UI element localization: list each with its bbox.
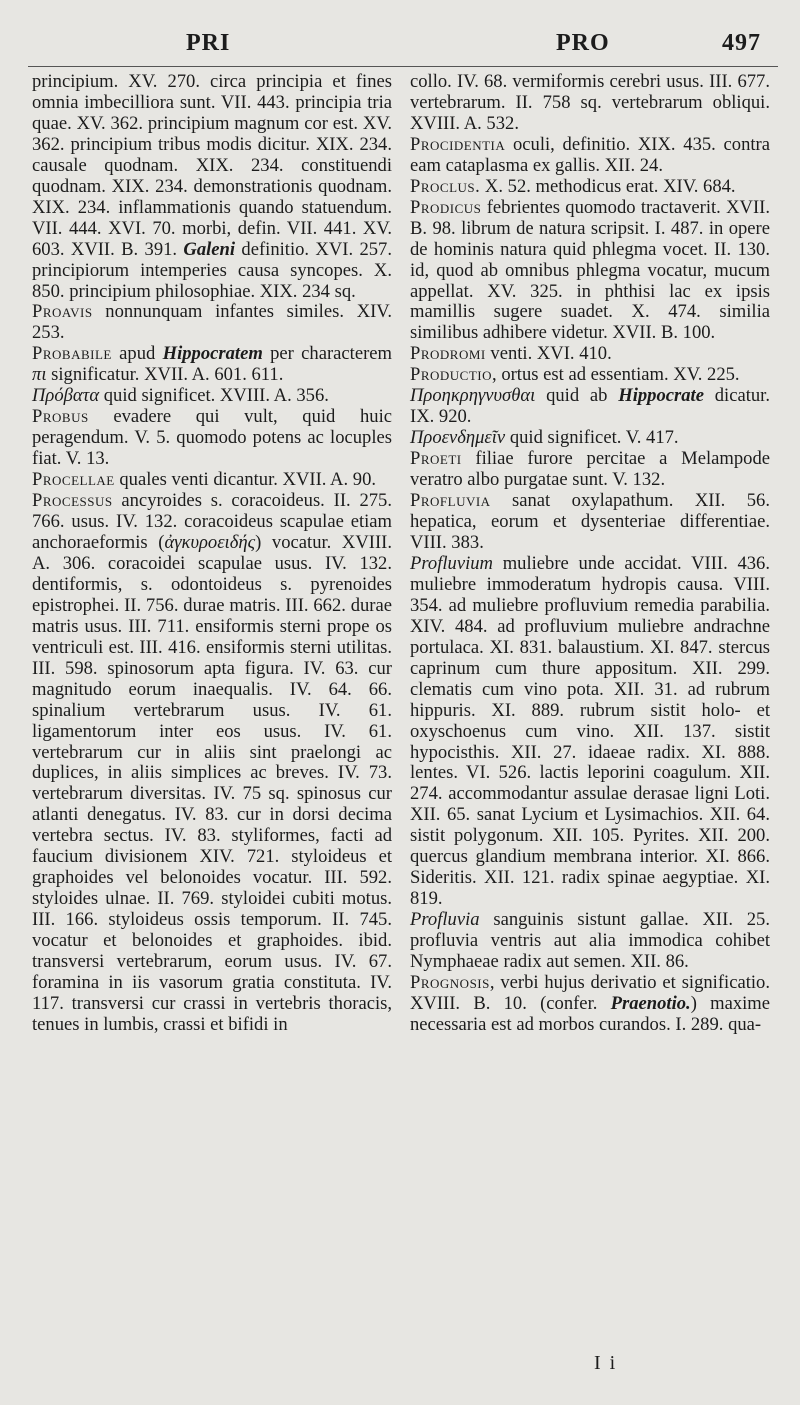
left-column xyxy=(32,72,392,1036)
greek-headword: Προηκρηγνυσθαι xyxy=(410,385,536,407)
entry-prodicus: Prodicus febrientes quomodo tractaverit. XVII. B. 98. librum de natura scripsit. I. 487. in opere de hominis natura quid phlegma vocet. II. 130. id, quod ab omnibus phlegma vocatur, mucum appellat. XV. 325. in phthisi lac ex ipsis mamillis sugere suadet. X. 474. similia similibus adhibere videtur. XVII. B. 100. xyxy=(410,196,770,344)
entry-procidentia: Procidentia oculi, definitio. XIX. 435. contra eam cataplasma ex gallis. XII. 24. xyxy=(410,133,770,176)
headword: Proeti xyxy=(410,448,462,470)
entry-principium: principium. XV. 270. circa principia et fines omnia imbecilliora sunt. VII. 443. principia tria quae. XV. 362. principium magnum cor est. XV. 362. principium tribus modis dicitur. XIX. 234. causale quodnam. XIX. 234. constituendi quodnam. XIX. 234. demonstrationis quodnam. XIX. 234. inflammationis quando statuendum. VII. 444. XVI. 70. morbi, defin. VII. 441. XV. 603. XVII. B. 391. Galeni definitio. XVI. 257. principiorum intemperies causa syncopes. X. 850. principium philosophiae. XIX. 234 sq. xyxy=(32,71,392,302)
entry-probus: Probus evadere qui vult, quid huic peragendum. V. 5. quomodo potens ac locuples fiat. V. 13. xyxy=(32,406,392,470)
right-column xyxy=(410,72,770,1036)
signature-mark: I i xyxy=(594,1352,618,1374)
entry-prodromi: Prodromi venti. XVI. 410. xyxy=(410,343,612,365)
headword: Processus xyxy=(32,490,113,512)
entry-proeti: Proeti filiae furore percitae a Melampode veratro albo purgatae sunt. V. 132. xyxy=(410,448,770,491)
page-number: 497 xyxy=(722,30,761,56)
headword: Productio xyxy=(410,364,493,386)
headword: Prodromi xyxy=(410,343,486,365)
entry-proekregnysthai: Προηκρηγνυσθαι quid ab Hippocrate dicatur. IX. 920. xyxy=(410,385,770,428)
headword: Procellae xyxy=(32,469,115,491)
headword: Probus xyxy=(32,406,89,428)
headword: Probabile xyxy=(32,343,112,365)
headword: Proclus. xyxy=(410,175,481,197)
greek-headword: Πρόβατα xyxy=(32,385,100,407)
headword: Prognosis xyxy=(410,971,490,993)
galeni-ref: Galeni xyxy=(183,238,236,260)
entry-profluvium: Profluvium muliebre unde accidat. VIII. 436. muliebre immoderatum hydropis causa. VIII. 354. ad muliebre profluvium remedia parabilia. XIV. 484. ad profluvium muliebre andrachne portulaca. XI. 831. balaustium. XI. 847. stercus caprinum cum thure appositum. XII. 299. clematis cum vino pota. XII. 31. ad rubrum hippuris. XI. 889. rubrum sistit holo- et oxyschoenus cum vino. XII. 137. sistit hypocisthis. XII. 27. idaeae radix. XI. 888. lentes. VI. 526. lactis leporini coagulum. XII. 274. accommodantur assulae derasae ligni Loti. XII. 65. sanat Lycium et Lysimachios. XII. 64. sistit polygonum. XII. 105. Pyrites. XII. 200. quercus glandium membrana interior. XI. 866. Sideritis. XII. 121. radix spinae aegyptiae. XI. 819. xyxy=(410,552,770,910)
running-head-center: PRO xyxy=(556,30,610,56)
headword: Profluvium xyxy=(410,552,493,574)
entry-proavis: Proavis nonnunquam infantes similes. XIV. 253. xyxy=(32,301,392,344)
headword: Proavis xyxy=(32,301,93,323)
entry-procellae: Procellae quales venti dicantur. XVII. A. 90. xyxy=(32,469,377,491)
entry-profluvia-sanguinis: Profluvia sanguinis sistunt gallae. XII. 25. profluvia ventris aut alia immodica cohibet Nymphaeae radix aut semen. XII. 86. xyxy=(410,909,770,973)
headword: Profluvia xyxy=(410,490,491,512)
entry-processus-cont: collo. IV. 68. vermiformis cerebri usus. III. 677. vertebrarum. II. 758 sq. vertebrarum obliqui. XVIII. A. 532. xyxy=(410,71,770,134)
entry-profluvia: Profluvia sanat oxylapathum. XII. 56. hepatica, eorum et dysenteriae differentiae. VIII. 383. xyxy=(410,490,770,553)
greek-headword: Προενδημεῖν xyxy=(410,427,506,449)
entry-prognosis: Prognosis, verbi hujus derivatio et significatio. XVIII. B. 10. (confer. Praenotio.) maxime necessaria est ad morbos curandos. I. 289. qua- xyxy=(410,971,771,1035)
entry-proendemein: Προενδημεῖν quid significet. V. 417. xyxy=(410,427,679,449)
headword: Prodicus xyxy=(410,196,482,218)
running-head-left: PRI xyxy=(186,30,231,56)
entry-probata: Πρόβατα quid significet. XVIII. A. 356. xyxy=(32,385,329,407)
entry-processus: Processus ancyroides s. coracoideus. II. 275. 766. usus. IV. 132. coracoideus scapulae etiam anchoraeformis (ἀγκυροειδής) vocatur. XVIII. A. 306. coracoidei scapulae usus. IV. 132. dentiformis, s. odontoideus s. pyrenoides epistrophei. II. 756. durae matris. III. 662. durae matris usus. III. 711. ensiformis sterni prope os ventriculi est. III. 416. ensiformis sterni utilitas. III. 598. spinosorum apta figura. IV. 63. cur magnitudo eorum inaequalis. IV. 64. 66. spinalium vertebrarum usus. IV. 61. ligamentorum inter eos usus. IV. 61. vertebrarum cur in aliis sint praelongi ac duplices, in aliis simplices ac breves. IV. 73. vertebrarum diversitas. IV. 75 sq. spinosus cur atlanti denegatus. IV. 83. cur in dorsi decima vertebra sectus. IV. 83. styliformes, facti ad faucium divisionem XIV. 721. styloideus et graphoides vel belonoides vocatur. III. 592. styloides ulnae. II. 769. styloidei cubiti motus. III. 166. styloideus ossis temporum. II. 745. vocatur et belonoides et graphoides. ibid. transversi vertebrarum, eorum usus. IV. 67. foramina in iis vasorum gratia constituta. IV. 117. transversi cur crassi in vertebris thoracis, tenues in lumbis, crassi et bifidi in xyxy=(32,490,392,1035)
headword: Profluvia xyxy=(410,909,480,931)
header-rule xyxy=(28,66,778,67)
entry-productio: Productio, ortus est ad essentiam. XV. 225. xyxy=(410,364,740,386)
entry-probabile: Probabile apud Hippocratem per characterem πι significatur. XVII. A. 601. 611. xyxy=(32,343,392,386)
entry-proclus: Proclus. X. 52. methodicus erat. XIV. 684. xyxy=(410,175,736,197)
headword: Procidentia xyxy=(410,133,506,155)
